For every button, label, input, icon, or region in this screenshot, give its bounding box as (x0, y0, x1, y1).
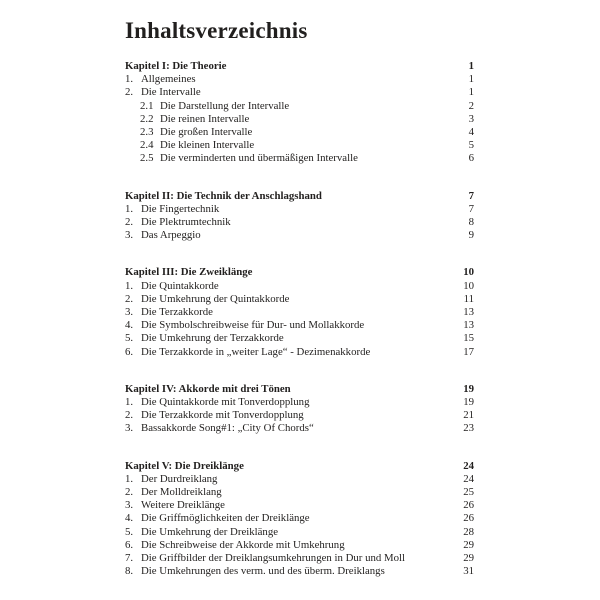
toc-section (125, 383, 474, 436)
item-number: 3. (125, 499, 134, 512)
toc-item-left (125, 565, 450, 578)
item-number: 2.5 (140, 152, 154, 165)
item-number: 1. (125, 202, 134, 215)
toc-item-row (125, 409, 474, 422)
item-label: Die Terzakkorde mit Tonverdopplung (141, 409, 304, 422)
item-label: Die großen Intervalle (160, 126, 253, 139)
item-number: 7. (125, 552, 134, 565)
item-label: Der Durdreiklang (141, 472, 218, 485)
toc-item-row (125, 139, 474, 152)
item-label: Die reinen Intervalle (160, 112, 250, 125)
item-number: 2. (125, 216, 134, 229)
toc-item-left (125, 422, 450, 435)
item-page-number: 29 (463, 538, 474, 551)
item-label: Die Darstellung der Intervalle (160, 99, 290, 112)
item-number: 4. (125, 512, 134, 525)
toc-content (125, 0, 474, 579)
toc-item-row (125, 113, 474, 126)
item-label: Allgemeines (141, 73, 196, 86)
item-number: 3. (125, 229, 134, 242)
toc-item-left (125, 126, 450, 139)
item-label: Die Terzakkorde (141, 306, 213, 319)
chapter-page-number: 24 (463, 459, 474, 472)
toc-item-left (125, 499, 450, 512)
toc-item-row (125, 293, 474, 306)
chapter-heading-left (125, 266, 450, 279)
chapter-heading-row (125, 60, 474, 73)
item-number: 6. (125, 538, 134, 551)
chapter-heading: Kapitel II: Die Technik der Anschlagshand (125, 189, 322, 202)
item-label: Die Umkehrung der Dreiklänge (141, 525, 279, 538)
page-title: Inhaltsverzeichnis (125, 18, 308, 43)
toc-item-left (125, 396, 450, 409)
section-items (125, 73, 474, 165)
item-page-number: 8 (468, 216, 474, 229)
toc-item-row (125, 422, 474, 435)
toc-section (125, 60, 474, 166)
item-number: 8. (125, 565, 134, 578)
toc-item-left (125, 86, 450, 99)
item-label: Die Plektrumtechnik (141, 216, 231, 229)
item-label: Die Umkehrung der Quintakkorde (141, 292, 290, 305)
toc-item-left (125, 280, 450, 293)
toc-item-left (125, 293, 450, 306)
toc-item-row (125, 552, 474, 565)
item-page-number: 6 (468, 152, 474, 165)
item-page-number: 23 (463, 422, 474, 435)
item-page-number: 1 (468, 73, 474, 86)
item-page-number: 11 (463, 292, 474, 305)
chapter-heading-left (125, 383, 450, 396)
toc-item-row (125, 473, 474, 486)
toc-item-row (125, 319, 474, 332)
toc-item-row (125, 73, 474, 86)
toc-item-left (125, 552, 450, 565)
chapter-heading: Kapitel V: Die Dreiklänge (125, 459, 244, 472)
item-number: 2.4 (140, 139, 154, 152)
toc-section (125, 190, 474, 243)
section-items (125, 396, 474, 436)
item-page-number: 26 (463, 499, 474, 512)
item-number: 6. (125, 345, 134, 358)
item-page-number: 3 (468, 112, 474, 125)
toc-item-row (125, 126, 474, 139)
item-label: Die Griffmöglichkeiten der Dreiklänge (141, 512, 310, 525)
item-number: 5. (125, 332, 134, 345)
item-page-number: 21 (463, 409, 474, 422)
toc-item-left (125, 486, 450, 499)
item-page-number: 9 (468, 229, 474, 242)
item-page-number: 5 (468, 139, 474, 152)
item-number: 1. (125, 73, 134, 86)
toc-item-row (125, 216, 474, 229)
toc-item-left (125, 152, 450, 165)
chapter-page-number: 7 (468, 189, 474, 202)
chapter-heading-left (125, 190, 450, 203)
chapter-heading-row (125, 266, 474, 279)
toc-item-row (125, 396, 474, 409)
toc-item-left (125, 319, 450, 332)
item-number: 3. (125, 422, 134, 435)
toc-item-row (125, 152, 474, 165)
item-label: Die Schreibweise der Akkorde mit Umkehrung (141, 538, 345, 551)
toc-item-row (125, 565, 474, 578)
chapter-page-number: 19 (463, 382, 474, 395)
item-label: Die Umkehrung der Terzakkorde (141, 332, 284, 345)
item-label: Weitere Dreiklänge (141, 499, 225, 512)
toc-item-row (125, 203, 474, 216)
toc-item-row (125, 100, 474, 113)
toc-item-left (125, 139, 450, 152)
item-number: 1. (125, 472, 134, 485)
chapter-heading: Kapitel I: Die Theorie (125, 60, 227, 72)
item-page-number: 1 (468, 86, 474, 99)
toc-item-row (125, 280, 474, 293)
chapter-heading: Kapitel IV: Akkorde mit drei Tönen (125, 382, 291, 395)
toc-item-row (125, 332, 474, 345)
item-number: 2.3 (140, 126, 154, 139)
item-number: 4. (125, 319, 134, 332)
item-page-number: 17 (463, 345, 474, 358)
section-items (125, 280, 474, 359)
toc-item-row (125, 229, 474, 242)
chapter-heading-row (125, 383, 474, 396)
item-label: Bassakkorde Song#1: „City Of Chords“ (141, 422, 314, 435)
toc-section (125, 460, 474, 579)
toc-item-row (125, 526, 474, 539)
chapter-heading-left (125, 460, 450, 473)
section-items (125, 473, 474, 579)
item-label: Das Arpeggio (141, 229, 201, 242)
toc-item-left (125, 229, 450, 242)
item-label: Die Quintakkorde (141, 279, 219, 292)
item-page-number: 2 (468, 99, 474, 112)
item-page-number: 7 (468, 202, 474, 215)
toc-item-left (125, 346, 450, 359)
item-page-number: 10 (463, 279, 474, 292)
toc-item-row (125, 86, 474, 99)
item-page-number: 31 (463, 565, 474, 578)
toc-item-left (125, 473, 450, 486)
item-label: Die Symbolschreibweise für Dur- und Mollakkorde (141, 319, 365, 332)
toc-item-row (125, 539, 474, 552)
item-page-number: 28 (463, 525, 474, 538)
item-number: 2. (125, 292, 134, 305)
item-number: 2. (125, 409, 134, 422)
item-number: 2. (125, 86, 134, 99)
item-label: Die verminderten und übermäßigen Intervalle (160, 152, 358, 165)
item-label: Die Fingertechnik (141, 202, 220, 215)
item-number: 2. (125, 486, 134, 499)
toc-item-left (125, 113, 450, 126)
item-label: Die Griffbilder der Dreiklangsumkehrungen in Dur und Moll (141, 552, 405, 565)
toc-item-left (125, 100, 450, 113)
toc-item-left (125, 512, 450, 525)
item-page-number: 26 (463, 512, 474, 525)
item-page-number: 13 (463, 319, 474, 332)
item-number: 2.2 (140, 112, 154, 125)
item-number: 5. (125, 525, 134, 538)
item-number: 3. (125, 306, 134, 319)
item-page-number: 19 (463, 396, 474, 409)
toc-item-left (125, 306, 450, 319)
chapter-heading-left (125, 60, 450, 73)
item-number: 1. (125, 396, 134, 409)
toc-item-row (125, 346, 474, 359)
toc-sections (125, 60, 474, 579)
item-page-number: 29 (463, 552, 474, 565)
section-items (125, 203, 474, 243)
toc-item-left (125, 332, 450, 345)
item-label: Die Quintakkorde mit Tonverdopplung (141, 396, 310, 409)
item-page-number: 4 (468, 126, 474, 139)
item-page-number: 24 (463, 472, 474, 485)
toc-item-left (125, 216, 450, 229)
chapter-heading-row (125, 190, 474, 203)
item-label: Die Terzakkorde in „weiter Lage“ - Dezimenakkorde (141, 345, 371, 358)
item-page-number: 25 (463, 486, 474, 499)
chapter-page-number: 10 (463, 266, 474, 279)
item-label: Die Umkehrungen des verm. und des überm. Dreiklangs (141, 565, 385, 578)
item-number: 1. (125, 279, 134, 292)
toc-item-left (125, 203, 450, 216)
chapter-heading: Kapitel III: Die Zweiklänge (125, 266, 253, 279)
item-page-number: 15 (463, 332, 474, 345)
toc-item-row (125, 486, 474, 499)
chapter-heading-row (125, 460, 474, 473)
toc-item-row (125, 499, 474, 512)
toc-item-left (125, 539, 450, 552)
toc-item-row (125, 306, 474, 319)
item-number: 2.1 (140, 99, 154, 112)
item-page-number: 13 (463, 306, 474, 319)
toc-item-left (125, 73, 450, 86)
toc-section (125, 266, 474, 358)
item-label: Die kleinen Intervalle (160, 139, 255, 152)
item-label: Die Intervalle (141, 86, 201, 99)
chapter-page-number: 1 (468, 60, 474, 72)
toc-item-left (125, 409, 450, 422)
item-label: Der Molldreiklang (141, 486, 222, 499)
toc-item-left (125, 526, 450, 539)
toc-item-row (125, 512, 474, 525)
